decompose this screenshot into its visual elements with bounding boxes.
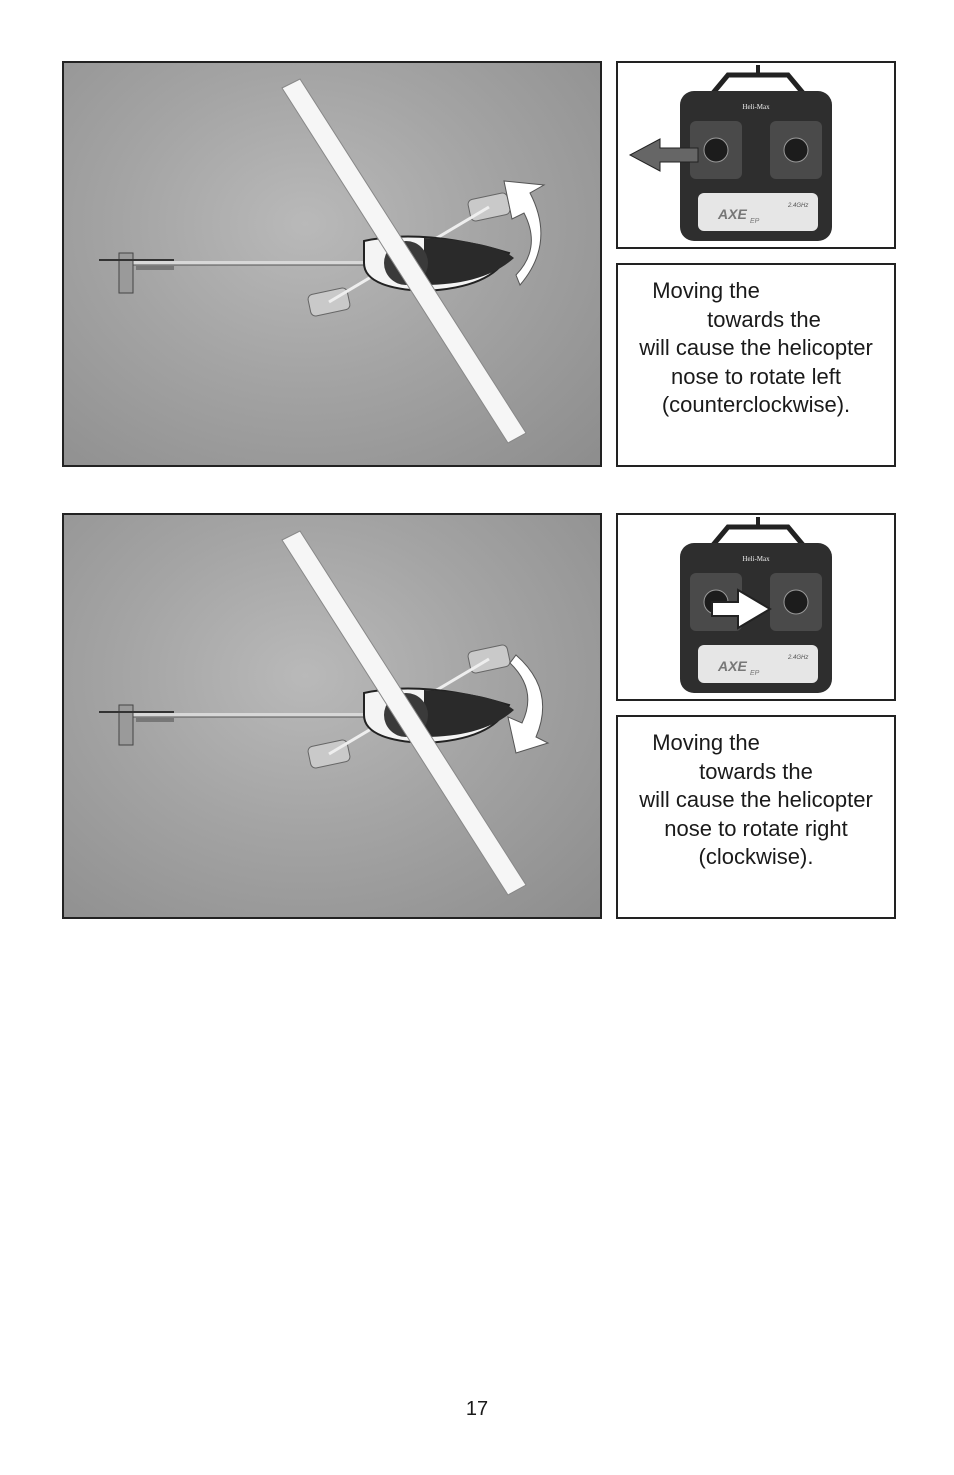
right-stick-icon: [784, 590, 808, 614]
svg-text:EP: EP: [750, 670, 760, 677]
brand-label: Heli-Max: [742, 555, 770, 563]
svg-text:2.4GHz: 2.4GHz: [788, 203, 809, 209]
svg-text:EP: EP: [750, 218, 760, 225]
helicopter-illustration: [64, 515, 600, 917]
handle-icon: [713, 527, 803, 545]
caption-line: will cause the helicopter: [639, 787, 873, 812]
page-number: 17: [465, 1398, 489, 1420]
label-plate: [698, 193, 818, 231]
caption-line: towards the: [699, 758, 813, 784]
brand-label: Heli-Max: [742, 103, 770, 111]
caption-box-bottom: [616, 715, 896, 919]
helicopter-photo-bottom: [62, 513, 602, 919]
caption-box-top: [616, 263, 896, 467]
caption-line: nose to rotate right: [664, 815, 848, 841]
model-label: AXE: [718, 206, 747, 222]
caption-line: Moving the: [652, 278, 760, 303]
svg-text:2.4GHz: 2.4GHz: [788, 655, 809, 661]
caption-line: towards the: [707, 306, 821, 332]
caption-line: nose to rotate left: [671, 363, 841, 389]
transmitter-image-top: [616, 61, 896, 249]
caption-line: (counterclockwise).: [661, 392, 851, 417]
transmitter-image-bottom: [616, 513, 896, 701]
helicopter-photo-top: [62, 61, 602, 467]
handle-icon: [713, 75, 803, 93]
caption-line: Moving the: [652, 730, 760, 755]
label-plate: [698, 645, 818, 683]
caption-line: will cause the helicopter: [639, 335, 873, 360]
model-label: AXE: [718, 658, 747, 674]
left-stick-icon: [704, 138, 728, 162]
right-stick-icon: [784, 138, 808, 162]
caption-line: (clockwise).: [698, 844, 814, 869]
helicopter-illustration: [64, 63, 600, 465]
